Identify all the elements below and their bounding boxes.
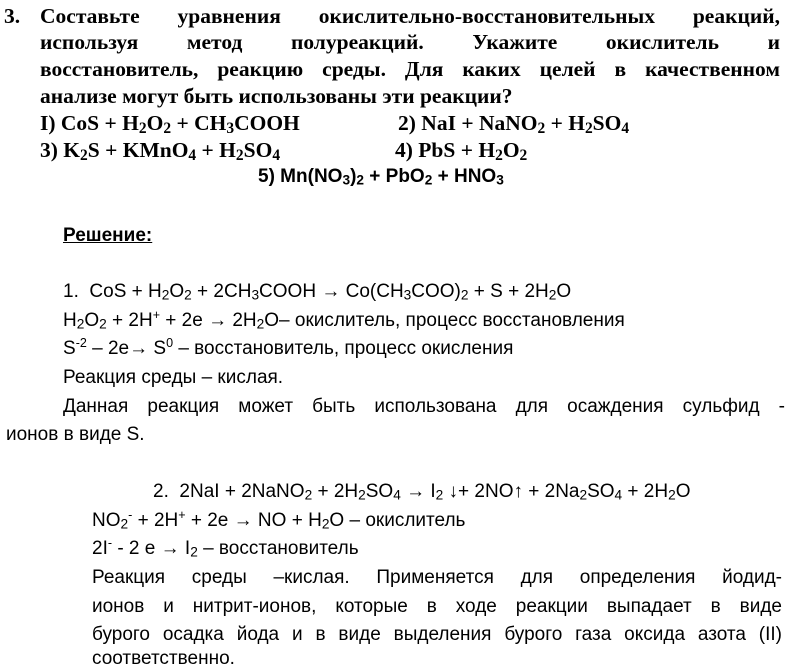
reaction-5: 5) $Mn(NO_3)_2 + PbO_2 + HNO_3$ (258, 166, 504, 188)
task-number: 3. (4, 4, 21, 28)
item1-usage-line-1: Данная реакция может быть использована для осаждения сульфид - (63, 396, 785, 417)
solution-title: Решение: (63, 225, 153, 246)
item1-medium: Реакция среды – кислая. (63, 367, 284, 388)
item1-usage-line-2: ионов в виде S. (6, 424, 145, 445)
item1-reduction: $H_2O_2 + 2H^+ + 2e \to 2H_2O-$ окислитель, процесс восстановления (63, 308, 625, 332)
item2-equation: 2. 2NaI + 2NaNO$_2$ + $2H_2SO_4 \to I_2$ ↓+ 2NO↑ + $2Na_2SO_4 + 2H_2O$ (153, 481, 691, 503)
item2-usage-line-4: соответственно. (92, 648, 235, 669)
task-text-line-4: анализе могут быть использованы эти реакции? (40, 84, 513, 108)
item2-usage-line-2: ионов и нитрит-ионов, которые в ходе реакции выпадает в виде (92, 596, 782, 617)
reaction-3: 3) $K_2S$ + KMnO$_4$ + $H_2SO_4$ (40, 138, 281, 165)
item1-oxidation: $S^{-2} - 2e\to S^0$ – восстановитель, процесс окисления (63, 336, 514, 359)
task-text-line-2: используя метод полуреакций. Укажите окислитель и (40, 30, 780, 54)
item2-reduction: $NO_2^- + 2H^+ + 2e$ → NO + $H_2O$ – окислитель (92, 508, 466, 532)
item2-oxidation: 2I- - 2 $e \to I_2$ – восстановитель (92, 536, 359, 560)
reaction-2: 2) NaI + NaNO$_2$ + $H_2SO_4$ (398, 111, 630, 138)
task-text-line-3: восстановитель, реакцию среды. Для каких целей в качественном (40, 57, 780, 81)
task-text-line-1: Составьте уравнения окислительно-восстановительных реакций, (40, 4, 780, 28)
reaction-1: I) CoS + $H_2O_2$ + $CH_3COOH$ (40, 111, 300, 138)
item2-usage-line-1: Реакция среды –кислая. Применяется для определения йодид- (92, 567, 782, 588)
item1-equation: 1. CoS + $H_2O_2$ + $2CH_3COOH \to Co(CH_3COO)_2 + S + 2H_2O$ (63, 281, 572, 303)
item2-usage-line-3: бурого осадка йода и в виде выделения бурого газа оксида азота (II) (92, 624, 782, 645)
reaction-4: 4) PbS + $H_2O_2$ (395, 138, 528, 165)
